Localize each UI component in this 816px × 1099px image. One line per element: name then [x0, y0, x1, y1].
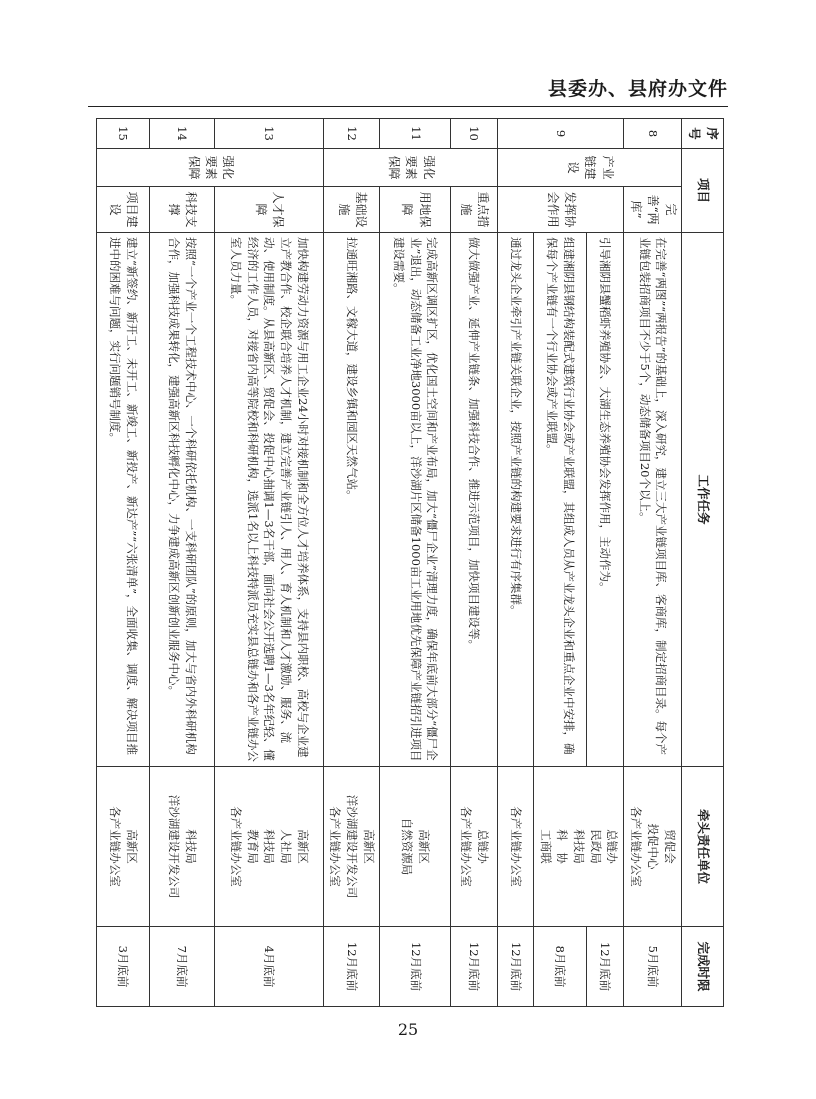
task-table [96, 118, 724, 1007]
task-cell: 完成高新区调区扩区，优化国土空间和产业布局，加大“僵尸企业”清理力度，确保年底前大部分“僵尸企业”退出，动态储备工业净地3000亩以上，洋沙湖片区储备1000亩工业用地优先保障产业链招引进项目建设需要。 [380, 233, 451, 767]
sub-item: 完善“两库” [624, 187, 682, 233]
seq-cell: 15 [97, 119, 150, 149]
deadline-cell: 5月底前 [624, 927, 682, 1007]
seq-cell: 10 [451, 119, 498, 149]
task-cell: 加快构建劳动力资源与用工企业24小时对接机制和全方位人才培养体系，支持县内职校、高校与企业建立产教合作、校企联合培养人才机制，建立完善产业链引人、用人、育人机制和人才激励、服务、流动、使用制度。从县高新区、贸促会、投促中心抽调1—3名干部，面向社会公开选聘1—3名年纪轻、懂经济的工作人员，对接省内高等院校和科研机构，选派1名以上科技特派员充实县总链办和各产业链办公室人员力量。 [214, 233, 324, 767]
responsible-cell: 科技局 洋沙湖建设开发公司 [149, 767, 214, 927]
deadline-cell: 12月底前 [451, 927, 498, 1007]
responsible-cell: 总链办 民政局 科技局 科 协 工商联 [534, 767, 624, 927]
header-item: 项目 [682, 149, 724, 233]
table-row [451, 119, 498, 1007]
sub-item: 人才保障 [214, 187, 324, 233]
responsible-cell: 各产业链办公室 [497, 767, 534, 927]
task-cell: 通过龙头企业牵引产业链关联企业，按照产业链的构建要求进行有序集群。 [497, 233, 534, 767]
deadline-cell: 12月底前 [497, 927, 534, 1007]
table-row [97, 119, 150, 1007]
deadline-cell: 12月底前 [380, 927, 451, 1007]
deadline-cell: 7月底前 [149, 927, 214, 1007]
header-seq: 序号 [682, 119, 724, 149]
rotated-table-holder [96, 118, 724, 1006]
task-cell: 做大做强产业、延伸产业链条、加强科技合作、推进示范项目，加快项目建设等。 [451, 233, 498, 767]
header-responsible: 牵头责任单位 [682, 767, 724, 927]
rotated-table-inner [96, 118, 724, 1006]
deadline-cell: 12月底前 [586, 927, 624, 1007]
table-row [214, 119, 324, 1007]
task-cell: 引导湘阴县蟹稻虾养殖协会、大湖生态养殖协会发挥作用，主动作为。 [586, 233, 624, 767]
sub-item: 科技支撑 [149, 187, 214, 233]
header-task: 工作任务 [682, 233, 724, 767]
header-deadline: 完成时限 [682, 927, 724, 1007]
deadline-cell: 12月底前 [324, 927, 380, 1007]
deadline-cell: 4月底前 [214, 927, 324, 1007]
deadline-cell: 3月底前 [97, 927, 150, 1007]
task-cell: 组建湘阴县钢结构装配式建筑行业协会或产业联盟，其组成人员从产业龙头企业和重点企业中安排，确保每个产业链有一个行业协会或产业联盟。 [534, 233, 586, 767]
table-row [149, 119, 214, 1007]
document-header-title: 县委办、县府办文件 [547, 78, 728, 100]
sub-item: 基础设施 [324, 187, 380, 233]
group-chain: 产业链建设 [497, 149, 681, 187]
page-number: 25 [397, 1020, 419, 1039]
table-row [380, 119, 451, 1007]
responsible-cell: 高新区 各产业链办公室 [97, 767, 150, 927]
seq-cell: 14 [149, 119, 214, 149]
sub-item: 项目建设 [97, 187, 150, 233]
sub-item: 重点措施 [451, 187, 498, 233]
seq-cell: 8 [624, 119, 682, 149]
table-row [497, 119, 534, 1007]
task-cell: 在完善“两图”“两报告”的基础上，深入研究，建立三大产业链项目库、客商库，制定招商目录。每个产业链包装招商项目不少于5个，动态储备项目20个以上。 [624, 233, 682, 767]
table-row [586, 119, 624, 1007]
task-cell: 按照“一个产业一个工程技术中心、一个科研依托机构、一支科研团队”的原则，加大与省内外科研机构合作，加强科技成果转化，建强高新区科技孵化中心，力争建成高新区创新创业服务中心。 [149, 233, 214, 767]
group-factor-2: 强化要素保障 [97, 149, 324, 187]
deadline-cell: 8月底前 [534, 927, 586, 1007]
group-factor-1: 强化要素保障 [324, 149, 498, 187]
table-header-row [682, 119, 724, 1007]
responsible-cell: 高新区 人社局 科技局 教育局 各产业链办公室 [214, 767, 324, 927]
responsible-cell: 总链办 各产业链办公室 [451, 767, 498, 927]
sub-item: 发挥协会作用 [497, 187, 623, 233]
seq-cell: 9 [497, 119, 623, 149]
responsible-cell: 高新区 洋沙湖建设开发公司 各产业链办公室 [324, 767, 380, 927]
header-rule [88, 106, 728, 107]
table-row [624, 119, 682, 1007]
table-row [324, 119, 380, 1007]
sub-item: 用地保障 [380, 187, 451, 233]
seq-cell: 13 [214, 119, 324, 149]
seq-cell: 12 [324, 119, 380, 149]
task-cell: 拉通旺湘路、文稼大道，建设乡镇和园区天然气站。 [324, 233, 380, 767]
responsible-cell: 高新区 自然资源局 [380, 767, 451, 927]
responsible-cell: 贸促会 投促中心 各产业链办公室 [624, 767, 682, 927]
seq-cell: 11 [380, 119, 451, 149]
task-cell: 建立“新签约、新开工、未开工、新竣工、新投产、新达产”“六张清单”，全面收集、调度、解决项目推进中的困难与问题，实行问题销号制度。 [97, 233, 150, 767]
